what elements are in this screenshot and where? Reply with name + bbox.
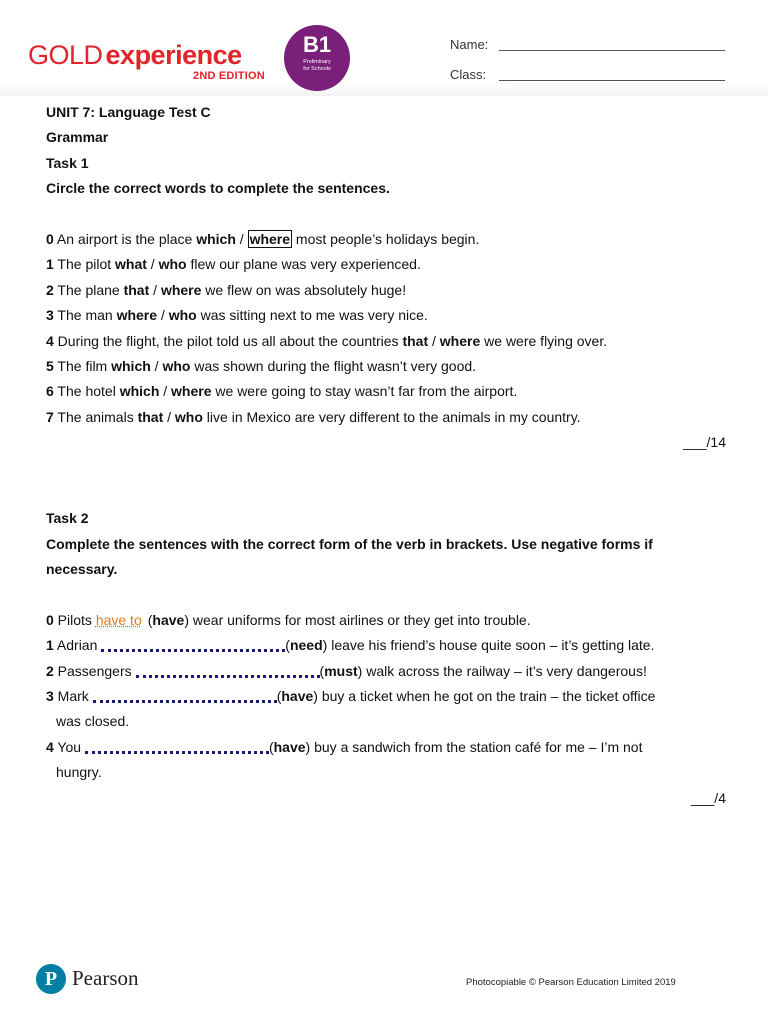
task1-item-1 [46, 252, 726, 277]
task2-item-4-cont: hungry. [56, 764, 102, 781]
task1-item-4 [46, 329, 726, 354]
spacer [46, 202, 726, 227]
item-post: most people’s holidays begin. [292, 230, 480, 247]
option-2[interactable]: who [168, 307, 197, 324]
task1-item-3 [46, 303, 726, 328]
test-content [46, 100, 726, 811]
task2-item-4: 4 You (have) buy a sandwich from the station café for me – I’m not [46, 738, 643, 755]
pearson-icon: P [36, 964, 66, 994]
unit-title: UNIT 7: Language Test C [46, 104, 211, 120]
item-pre: The animals [53, 408, 138, 425]
task1-score: ___/14 [683, 434, 726, 451]
item-pre: Pilots [53, 611, 96, 628]
gold-experience-logo [28, 40, 242, 71]
option-1[interactable]: which [111, 357, 151, 374]
option-1[interactable]: which [119, 383, 160, 400]
item-post: we were going to stay wasn’t far from the airport. [211, 383, 518, 400]
option-separator: / [146, 256, 159, 273]
option-1[interactable]: that [402, 332, 429, 349]
item-post: wear uniforms for most airlines or they get into trouble. [189, 611, 531, 628]
task1-item-6 [46, 379, 726, 404]
option-separator: / [159, 383, 172, 400]
item-pre: Adrian [53, 637, 102, 654]
item-post: live in Mexico are very different to the animals in my country. [202, 408, 581, 425]
task1-title: Task 1 [46, 154, 89, 171]
copyright-notice: Photocopiable © Pearson Education Limited 2019 [466, 977, 676, 988]
option-separator: / [157, 307, 169, 324]
item-pre: The film [53, 357, 112, 374]
option-separator: / [428, 332, 440, 349]
option-2[interactable]: where [171, 383, 212, 400]
task2-item-3-cont: was closed. [56, 713, 130, 730]
option-2[interactable]: who [158, 256, 187, 273]
item-post: walk across the railway – it’s very dangerous! [362, 662, 647, 679]
task1-item-0 [46, 227, 726, 252]
item-pre: You [53, 738, 85, 755]
answer-blank[interactable] [101, 635, 285, 652]
spacer [46, 481, 726, 506]
item-post: was shown during the flight wasn’t very good. [190, 357, 477, 374]
item-post: we were flying over. [480, 332, 608, 349]
item-number: 1 [46, 256, 54, 273]
badge-sub-2: for Schools [303, 66, 331, 72]
option-separator: / [149, 281, 161, 298]
item-verb: need [289, 637, 323, 654]
option-1[interactable]: where [116, 307, 158, 324]
answer-blank[interactable] [136, 661, 320, 678]
item-number: 0 [46, 611, 54, 628]
item-number: 3 [46, 307, 54, 324]
item-number: 4 [46, 738, 54, 755]
task1-items [46, 227, 726, 430]
task2-item-1: 1 Adrian (need) leave his friend’s house quite soon – it’s getting late. [46, 637, 655, 654]
section-title: Grammar [46, 129, 109, 146]
task1-item-2 [46, 278, 726, 303]
item-post: we flew on was absolutely huge! [201, 281, 407, 298]
task2-example: 0 Pilots have to (have) wear uniforms for most airlines or they get into trouble. [46, 611, 531, 628]
item-number: 4 [46, 332, 54, 349]
task1-item-7 [46, 405, 726, 430]
item-pre: The hotel [53, 383, 120, 400]
item-post: was sitting next to me was very nice. [196, 307, 428, 324]
option-1[interactable]: that [123, 281, 150, 298]
option-2[interactable]: where [249, 230, 291, 247]
logo-gold-text: GOLD [28, 40, 103, 70]
item-post: buy a sandwich from the station café for me – I’m not [310, 738, 643, 755]
answer-blank[interactable] [93, 686, 277, 703]
answer-blank[interactable] [85, 737, 269, 754]
item-pre: During the flight, the pilot told us all about the countries [53, 332, 403, 349]
item-number: 3 [46, 687, 54, 704]
item-number: 5 [46, 357, 54, 374]
task2-item-3: 3 Mark (have) buy a ticket when he got on the train – the ticket office [46, 687, 656, 704]
task2-instruction-1: Complete the sentences with the correct form of the verb in brackets. Use negative forms if [46, 535, 653, 552]
spacer [46, 582, 726, 607]
item-verb: have [281, 687, 314, 704]
item-pre: The man [53, 307, 117, 324]
task1-instruction: Circle the correct words to complete the sentences. [46, 180, 390, 197]
class-field[interactable] [499, 80, 725, 81]
option-2[interactable]: who [174, 408, 203, 425]
pearson-logo [36, 964, 236, 998]
item-post: leave his friend’s house quite soon – it’s getting late. [327, 637, 655, 654]
item-pre: The pilot [53, 256, 116, 273]
item-number: 7 [46, 408, 54, 425]
pearson-wordmark: Pearson [72, 966, 139, 990]
option-1[interactable]: that [137, 408, 164, 425]
task2-title: Task 2 [46, 510, 89, 527]
option-separator: / [235, 230, 248, 247]
option-separator: / [163, 408, 175, 425]
item-number: 2 [46, 281, 54, 298]
item-pre: An airport is the place [53, 230, 197, 247]
task2-score: ___/4 [690, 789, 726, 806]
item-verb: have [152, 611, 185, 628]
spacer [46, 455, 726, 480]
option-1[interactable]: which [196, 230, 236, 247]
item-post: flew our plane was very experienced. [186, 256, 421, 273]
example-answer: have to [95, 611, 142, 628]
item-verb: have [273, 738, 306, 755]
item-post: buy a ticket when he got on the train – the ticket office [317, 687, 656, 704]
item-pre: The plane [53, 281, 124, 298]
badge-level: B1 [302, 32, 332, 57]
name-field[interactable] [499, 50, 725, 51]
option-separator: / [150, 357, 163, 374]
task1-item-5 [46, 354, 726, 379]
logo-experience-text: experience [105, 40, 242, 70]
level-badge [284, 25, 350, 91]
option-2[interactable]: where [439, 332, 481, 349]
item-number: 0 [46, 230, 54, 247]
task2-item-2: 2 Passengers (must) walk across the railway – it’s very dangerous! [46, 662, 647, 679]
item-pre: Passengers [53, 662, 136, 679]
option-2[interactable]: where [160, 281, 202, 298]
name-label: Name: [450, 37, 489, 52]
item-number: 2 [46, 662, 54, 679]
class-label: Class: [450, 67, 487, 82]
item-verb: must [324, 662, 358, 679]
badge-sub-1: Preliminary [303, 59, 331, 65]
option-1[interactable]: what [115, 256, 147, 273]
item-pre: Mark [53, 687, 93, 704]
logo-edition: 2ND EDITION [193, 70, 265, 82]
item-number: 6 [46, 383, 54, 400]
option-2[interactable]: who [162, 357, 191, 374]
task2-instruction-2: necessary. [46, 561, 118, 578]
item-number: 1 [46, 637, 54, 654]
